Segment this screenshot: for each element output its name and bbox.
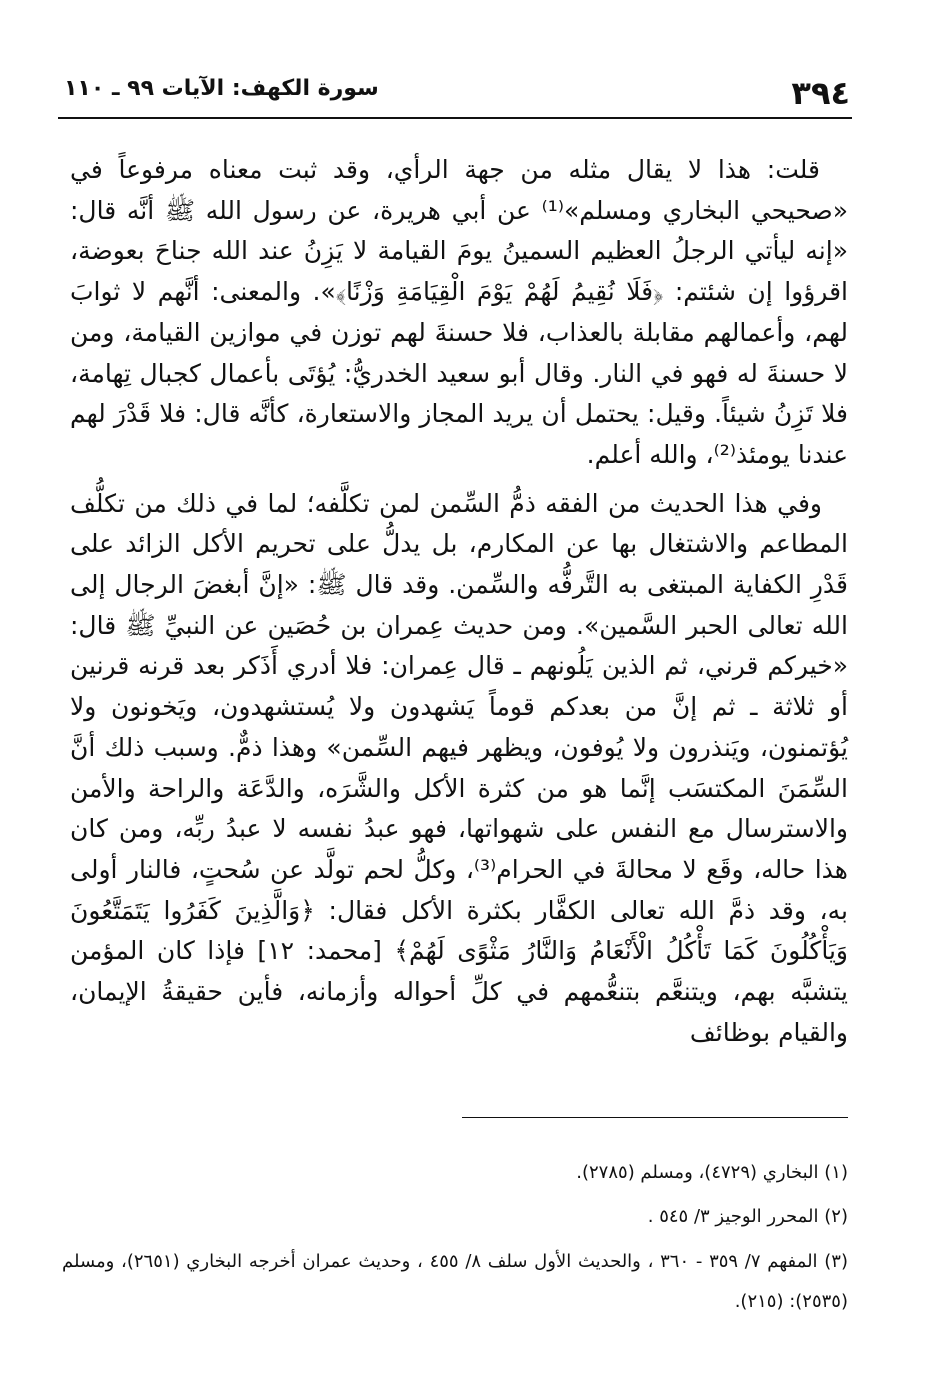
footnote: (١) البخاري (٤٧٢٩)، ومسلم (٢٧٨٥). [576, 1162, 848, 1183]
footnote: (٣) المفهم ٧/ ٣٥٩ - ٣٦٠ ، والحديث الأول سلف ٨/ ٤٥٥ ، وحديث عمران أخرجه البخاري (٢٦٥١)، ومسلم (٢٥٣٥): (٢١٥). [62, 1251, 848, 1312]
page-number: ٣٩٤ [791, 74, 850, 112]
page-header [60, 68, 852, 116]
footnote-separator [462, 1117, 848, 1118]
header-rule [58, 117, 852, 119]
footnote: (٢) المحرر الوجيز ٣/ ٥٤٥ . [647, 1206, 848, 1227]
main-text [70, 150, 848, 1053]
footnotes [62, 1156, 848, 1322]
paragraph: قلت: هذا لا يقال مثله من جهة الرأي، وقد ثبت معناه مرفوعاً في «صحيحي البخاري ومسلم»⁽¹⁾ عن أبي هريرة، عن رسول الله ﷺ أنَّه قال: «إنه ليأتي الرجلُ العظيم السمينُ يومَ القيامة لا يَزِنُ عند الله جناحَ بعوضة، اقرؤوا إن شئتم: ﴿فَلَا نُقِيمُ لَهُمْ يَوْمَ الْقِيَامَةِ وَزْنًا﴾». والمعنى: أنَّهم لا ثوابَ لهم، وأعمالهم مقابلة بالعذاب، فلا حسنةَ لهم توزن في موازين القيامة، ومن لا حسنةَ له فهو في النار. وقال أبو سعيد الخدريُّ: يُؤتَى بأعمال كجبال تِهامة، فلا تَزِنُ شيئاً. وقيل: يحتمل أن يريد المجاز والاستعارة، كأنَّه قال: فلا قَدْرَ لهم عندنا يومئذ⁽²⁾، والله أعلم. [70, 155, 848, 469]
running-title: سورة الكهف: الآيات ٩٩ ـ ١١٠ [64, 76, 379, 101]
paragraph: وفي هذا الحديث من الفقه ذمُّ السِّمن لمن تكلَّفه؛ لما في ذلك من تكلُّف المطاعم والاشتغال بها عن المكارم، بل يدلُّ على تحريم الأكل الزائد على قَدْرِ الكفاية المبتغى به التَّرفُّه والسِّمن. وقد قال ﷺ: «إنَّ أبغضَ الرجال إلى الله تعالى الحبر السَّمين». ومن حديث عِمران بن حُصَين عن النبيِّ ﷺ قال: «خيركم قرني، ثم الذين يَلُونهم ـ قال عِمران: فلا أدري أَذَكر بعد قرنه قرنين أو ثلاثة ـ ثم إنَّ من بعدكم قوماً يَشهدون ولا يُستشهدون، ويَخونون ولا يُؤتمنون، ويَنذرون ولا يُوفون، ويظهر فيهم السِّمن» وهذا ذمٌّ. وسبب ذلك أنَّ السِّمَنَ المكتسَب إنَّما هو من كثرة الأكل والشَّرَه، والدَّعَة والراحة والأمن والاسترسال مع النفس على شهواتها، فهو عبدُ نفسه لا عبدُ ربِّه، ومن كان هذا حاله، وقَع لا محالةَ في الحرام⁽³⁾، وكلُّ لحم تولَّد عن سُحتٍ، فالنار أولى به، وقد ذمَّ الله تعالى الكفَّار بكثرة الأكل فقال: ﴿وَالَّذِينَ كَفَرُوا يَتَمَتَّعُونَ وَيَأْكُلُونَ كَمَا تَأْكُلُ الْأَنْعَامُ وَالنَّارُ مَثْوًى لَهُمْ﴾ [محمد: ١٢] فإذا كان المؤمن يتشبَّه بهم، ويتنعَّم بتنعُّمهم في كلِّ أحواله وأزمانه، فأين حقيقةُ الإيمان، والقيام بوظائف [70, 488, 848, 1047]
